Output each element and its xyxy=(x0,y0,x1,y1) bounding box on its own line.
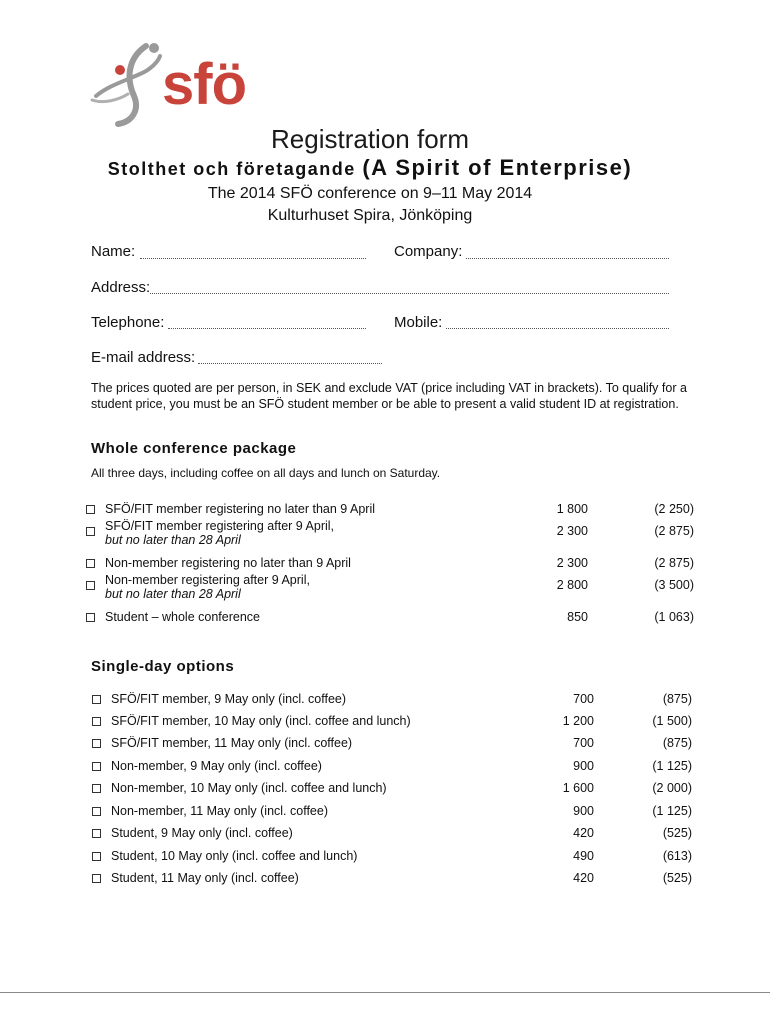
price: 900 xyxy=(573,759,594,773)
telephone-label: Telephone: xyxy=(91,314,165,331)
sfo-logo xyxy=(88,38,288,128)
price-incl-vat: (1 500) xyxy=(652,714,692,728)
logo-figure-icon xyxy=(88,38,168,128)
name-field[interactable] xyxy=(140,258,366,259)
package-option-label: Non-member registering no later than 9 April xyxy=(105,556,351,570)
checkbox[interactable] xyxy=(86,613,95,622)
price-incl-vat: (2 875) xyxy=(654,524,694,538)
page-title: Registration form xyxy=(271,124,469,154)
package-option-label: SFÖ/FIT member registering after 9 April, xyxy=(105,519,335,533)
price-incl-vat: (2 250) xyxy=(654,502,694,516)
subtitle xyxy=(0,155,740,181)
whole-package-description: All three days, including coffee on all days and lunch on Saturday. xyxy=(91,466,441,480)
checkbox[interactable] xyxy=(92,695,101,704)
price: 420 xyxy=(573,871,594,885)
price: 2 300 xyxy=(556,524,588,538)
price-incl-vat: (1 125) xyxy=(652,759,692,773)
price-incl-vat: (1 063) xyxy=(654,610,694,624)
address-field[interactable] xyxy=(150,293,669,294)
page-divider xyxy=(0,992,770,993)
logo-text: sfö xyxy=(162,52,246,117)
subtitle-swedish: Stolthet och företagande xyxy=(107,159,363,179)
checkbox[interactable] xyxy=(86,527,95,536)
email-field[interactable] xyxy=(198,363,382,364)
price-incl-vat: (1 125) xyxy=(652,804,692,818)
company-label: Company: xyxy=(394,243,463,260)
price-incl-vat: (525) xyxy=(662,871,692,885)
price: 900 xyxy=(573,804,594,818)
package-option-label: SFÖ/FIT member registering no later than 9 April xyxy=(105,502,376,516)
package-option-label: Non-member registering after 9 April, xyxy=(105,573,310,587)
checkbox[interactable] xyxy=(86,559,95,568)
price-incl-vat: (875) xyxy=(662,692,692,706)
price: 850 xyxy=(567,610,588,624)
package-option-note: but no later than 28 April xyxy=(105,587,241,601)
package-option-label: Student – whole conference xyxy=(105,610,260,624)
mobile-field[interactable] xyxy=(446,328,669,329)
checkbox[interactable] xyxy=(92,829,101,838)
single-day-option-label: Student, 9 May only (incl. coffee) xyxy=(111,826,293,840)
price-incl-vat: (2 000) xyxy=(652,781,692,795)
price-incl-vat: (3 500) xyxy=(654,578,694,592)
conference-dates: The 2014 SFÖ conference on 9–11 May 2014 xyxy=(207,185,533,202)
single-day-option-label: Non-member, 9 May only (incl. coffee) xyxy=(111,759,322,773)
telephone-field[interactable] xyxy=(168,328,366,329)
company-field[interactable] xyxy=(466,258,669,259)
price-incl-vat: (2 875) xyxy=(654,556,694,570)
price: 2 800 xyxy=(556,578,588,592)
checkbox[interactable] xyxy=(92,807,101,816)
single-day-option-label: SFÖ/FIT member, 9 May only (incl. coffee) xyxy=(111,692,347,706)
checkbox[interactable] xyxy=(92,762,101,771)
address-label: Address: xyxy=(91,279,151,296)
conference-venue: Kulturhuset Spira, Jönköping xyxy=(267,207,473,224)
name-label: Name: xyxy=(91,243,136,260)
checkbox[interactable] xyxy=(92,784,101,793)
mobile-label: Mobile: xyxy=(394,314,443,331)
price: 490 xyxy=(573,849,594,863)
price: 420 xyxy=(573,826,594,840)
price-incl-vat: (613) xyxy=(662,849,692,863)
price-incl-vat: (525) xyxy=(662,826,692,840)
price: 700 xyxy=(573,692,594,706)
price: 1 600 xyxy=(562,781,594,795)
single-day-option-label: Student, 11 May only (incl. coffee) xyxy=(111,871,299,885)
single-day-option-label: Non-member, 11 May only (incl. coffee) xyxy=(111,804,328,818)
package-option-note: but no later than 28 April xyxy=(105,533,241,547)
conference-info xyxy=(0,183,740,227)
subtitle-english: (A Spirit of Enterprise) xyxy=(362,155,633,180)
checkbox[interactable] xyxy=(92,874,101,883)
checkbox[interactable] xyxy=(86,505,95,514)
price-incl-vat: (875) xyxy=(662,736,692,750)
single-day-option-label: Student, 10 May only (incl. coffee and lunch) xyxy=(111,849,358,863)
checkbox[interactable] xyxy=(92,852,101,861)
price: 700 xyxy=(573,736,594,750)
price: 1 800 xyxy=(556,502,588,516)
single-day-option-label: SFÖ/FIT member, 10 May only (incl. coffee and lunch) xyxy=(111,714,411,728)
pricing-note: The prices quoted are per person, in SEK and exclude VAT (price including VAT in brackets). To qualify for a student price, you must be an SFÖ student member or be able to present a valid student ID at registration. xyxy=(91,381,687,411)
single-day-heading: Single-day options xyxy=(91,658,235,675)
single-day-option-label: SFÖ/FIT member, 11 May only (incl. coffee) xyxy=(111,736,353,750)
checkbox[interactable] xyxy=(92,717,101,726)
email-label: E-mail address: xyxy=(91,349,196,366)
checkbox[interactable] xyxy=(92,739,101,748)
checkbox[interactable] xyxy=(86,581,95,590)
whole-package-heading: Whole conference package xyxy=(91,440,297,457)
single-day-option-label: Non-member, 10 May only (incl. coffee and lunch) xyxy=(111,781,387,795)
price: 1 200 xyxy=(562,714,594,728)
price: 2 300 xyxy=(556,556,588,570)
